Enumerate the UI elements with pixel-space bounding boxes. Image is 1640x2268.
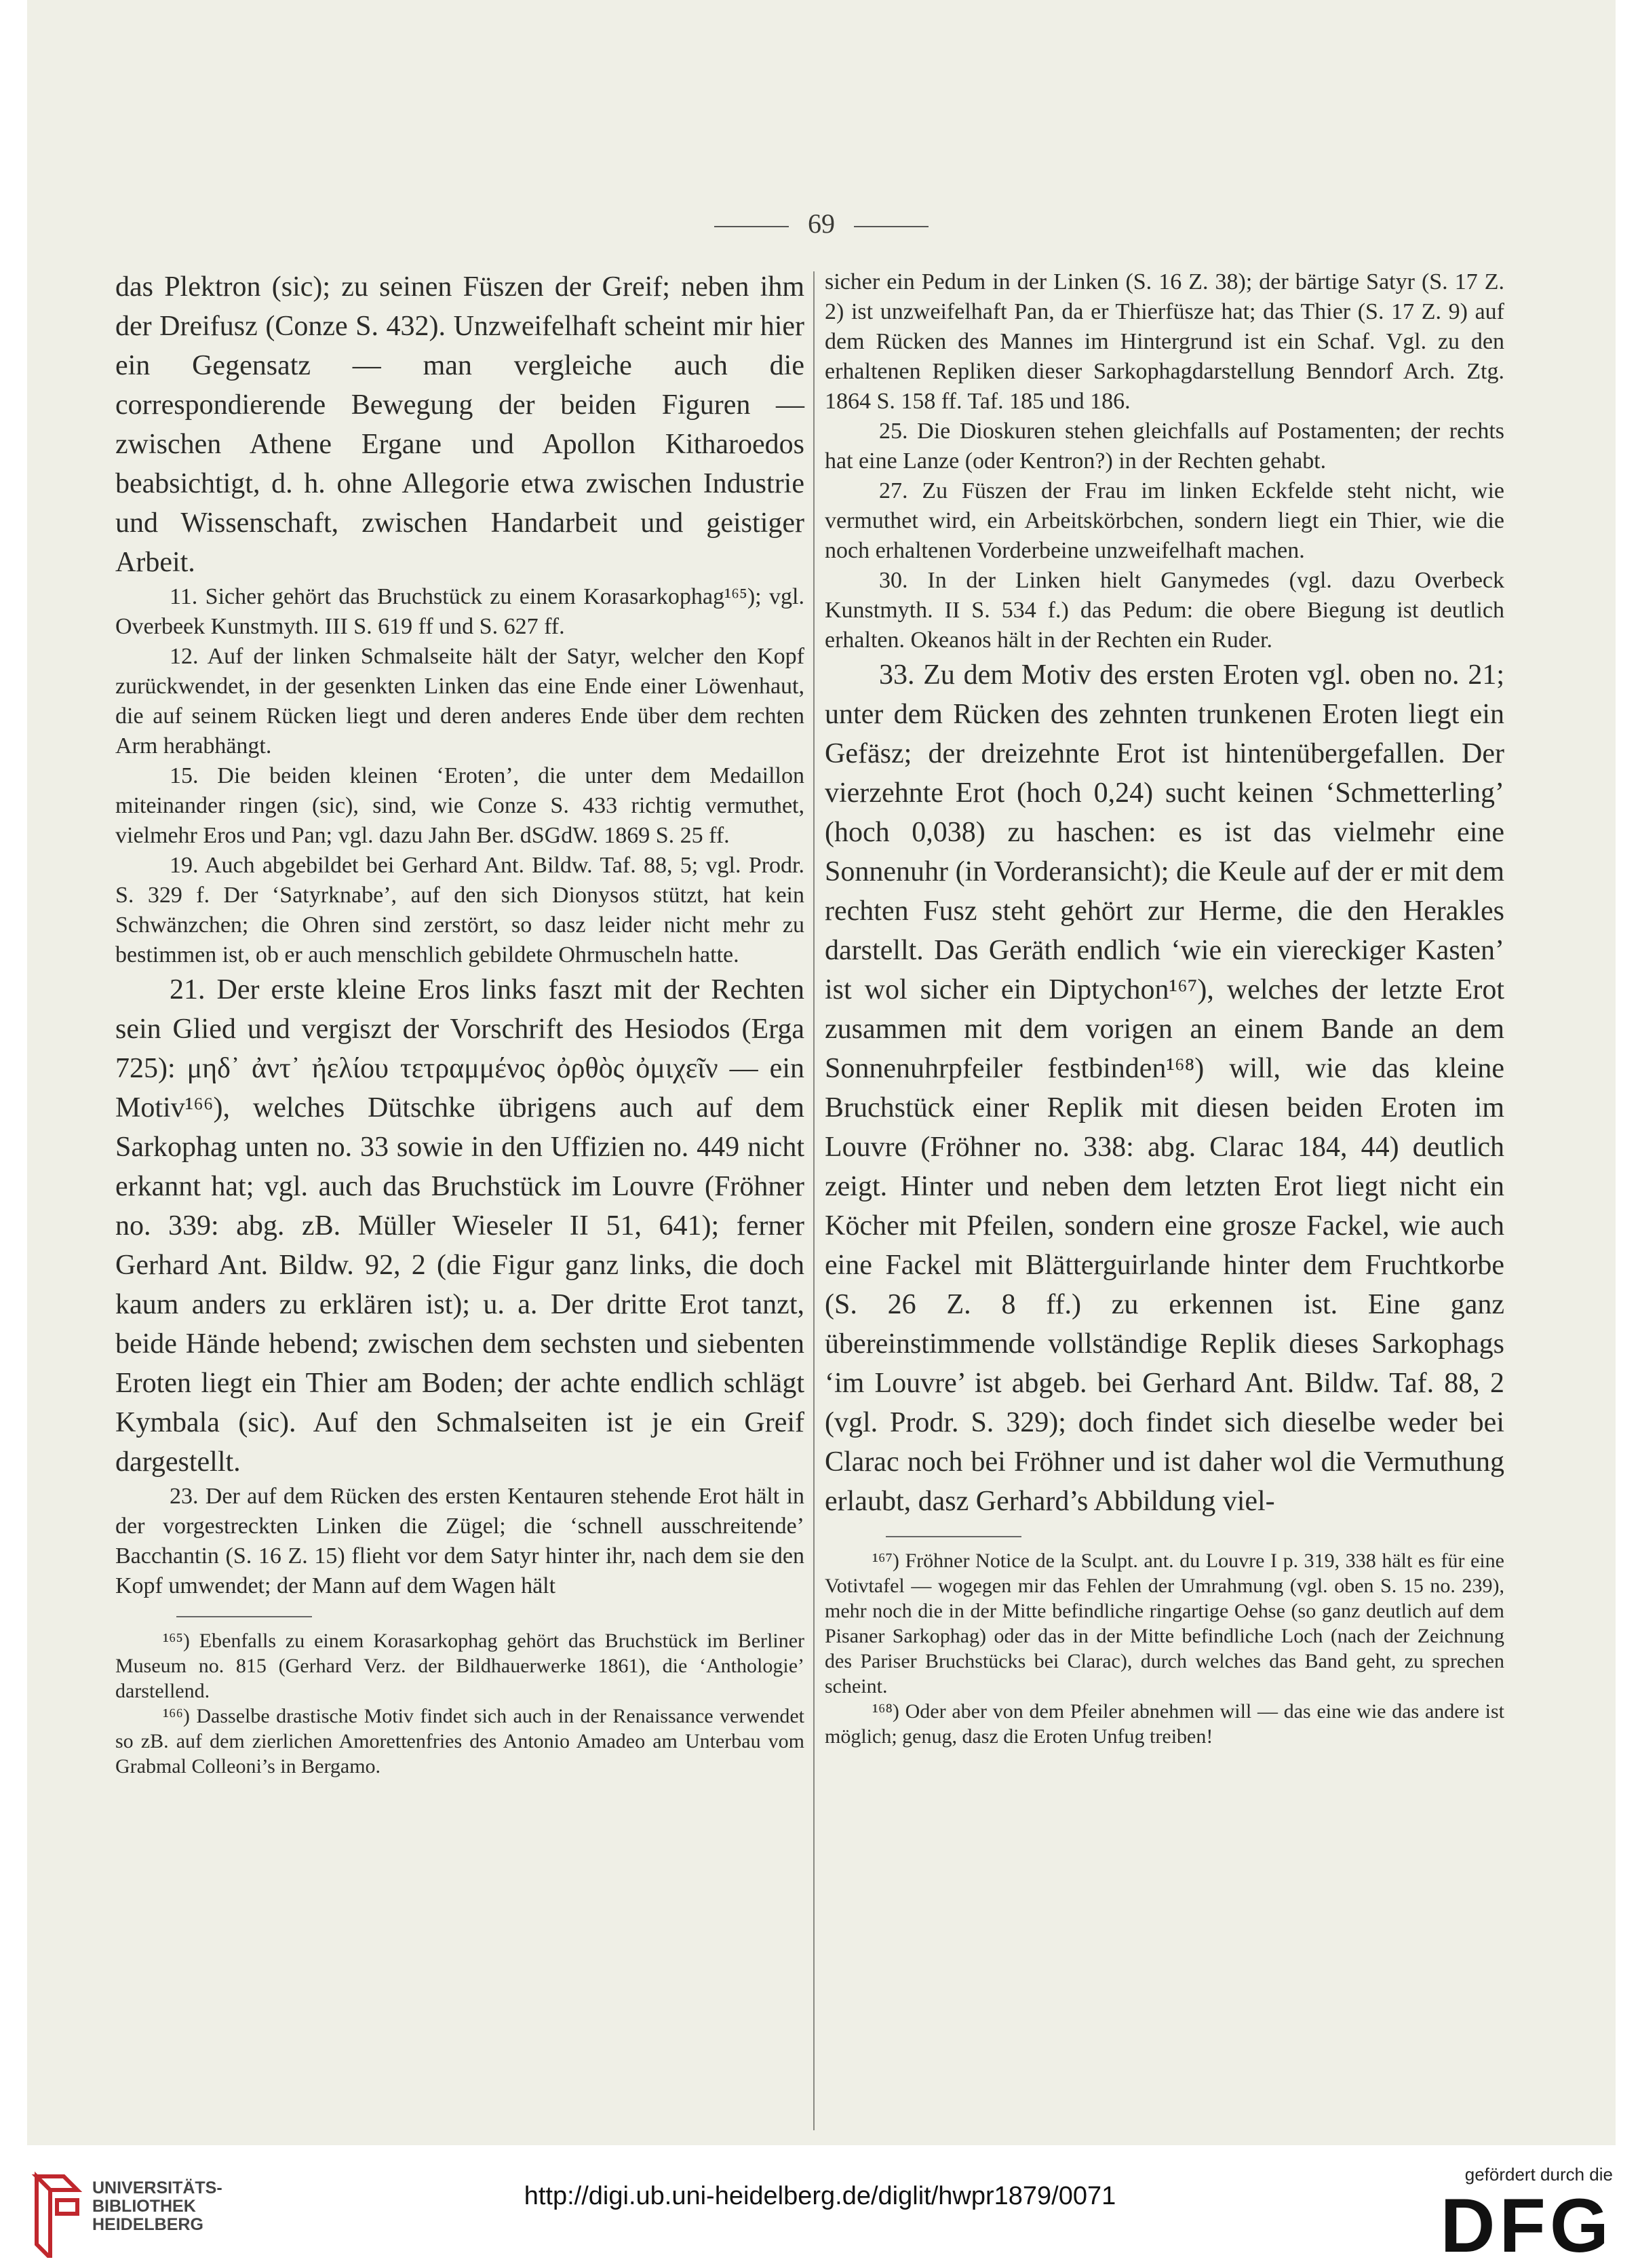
paragraph: 27. Zu Füszen der Frau im linken Eckfelde steht nicht, wie vermuthet wird, ein Arbeitskörbchen, sondern liegt ein Thier, wie die noch erhaltenen Vorderbeine unzweifelhaft machen. [825,478,1504,563]
footnote: ¹⁶⁶) Dasselbe drastische Motiv findet sich auch in der Renaissance verwendet so zB. auf dem zierlichen Amorettenfries des Antonio Amadeo am Unterbau vom Grabmal Colleoni’s in Bergamo. [115,1705,804,1777]
column-separator [813,271,815,2130]
paragraph: 25. Die Dioskuren stehen gleichfalls auf Postamenten; der rechts hat eine Lanze (oder Kentron?) in der Rechten gehabt. [825,419,1504,474]
right-paragraphs [825,267,1504,1521]
right-footnotes [825,1548,1504,1749]
paragraph: 12. Auf der linken Schmalseite hält der Satyr, welcher den Kopf zurückwendet, in der gesenkten Linken das eine Ende einer Löwenhaut, die auf seinem Rücken liegt und deren anderes Ende über dem rechten Arm herabhängt. [115,644,804,758]
left-column [115,267,804,1779]
footer-bar [0,2145,1640,2267]
left-footnotes [115,1628,804,1779]
paragraph: 33. Zu dem Motiv des ersten Eroten vgl. oben no. 21; unter dem Rücken des zehnten trunkenen Eroten liegt ein Gefäsz; der dreizehnte Erot ist hintenübergefallen. Der vierzehnte Erot (hoch 0,24) sucht keinen ‘Schmetterling’ (hoch 0,038) zu haschen: es ist das vielmehr eine Sonnenuhr (in Vorderansicht); die Keule auf der er mit dem rechten Fusz steht gehört zur Herme, die den Herakles darstellt. Das Geräth endlich ‘wie ein viereckiger Kasten’ ist wol sicher ein Diptychon¹⁶⁷), welches der letzte Erot zusammen mit dem vorigen an einem Bande an dem Sonnenuhrpfeiler festbinden¹⁶⁸) will, wie das kleine Bruchstück einer Replik mit diesen beiden Eroten im Louvre (Fröhner no. 338: abg. Clarac 184, 44) deutlich zeigt. Hinter und neben dem letzten Erot liegt nicht ein Köcher mit Pfeilen, sondern eine grosze Fackel, wie auch eine Fackel mit Blätterguirlande hinter dem Fruchtkorbe (S. 26 Z. 8 ff.) zu erkennen ist. Eine ganz übereinstimmende vollständige Replik dieses Sarkophags ‘im Louvre’ ist abgeb. bei Gerhard Ant. Bildw. Taf. 88, 2 (vgl. Prodr. S. 329); doch findet sich dieselbe weder bei Clarac noch bei Fröhner und ist daher wol die Vermuthung erlaubt, dasz Gerhard’s Abbildung viel- [825,659,1504,1517]
page-number-rule-right [854,226,929,227]
scanned-page [27,0,1616,2145]
page-number: 69 [27,208,1616,239]
left-paragraphs [115,267,804,1601]
paragraph: 30. In der Linken hielt Ganymedes (vgl. dazu Overbeck Kunstmyth. II S. 534 f.) das Pedum: die obere Biegung ist deutlich erhalten. Okeanos hält in der Rechten ein Ruder. [825,568,1504,653]
paragraph: 21. Der erste kleine Eros links faszt mit der Rechten sein Glied und vergiszt der Vorschrift des Hesiodos (Erga 725): μηδ᾽ ἀντ᾽ ἠελίου τετραμμένος ὀρθὸς ὀμιχεῖν — ein Motiv¹⁶⁶), welches Dütschke übrigens auch auf dem Sarkophag unten no. 33 sowie in den Uffizien no. 449 nicht erkannt hat; vgl. auch das Bruchstück im Louvre (Fröhner no. 339: abg. zB. Müller Wieseler II 51, 641); ferner Gerhard Ant. Bildw. 92, 2 (die Figur ganz links, die doch kaum anders zu erklären ist); u. a. Der dritte Erot tanzt, beide Hände hebend; zwischen dem sechsten und siebenten Eroten liegt ein Thier am Boden; der achte endlich schlägt Kymbala (sic). Auf den Schmalseiten ist je ein Greif dargestellt. [115,974,804,1478]
funding-note: gefördert durch die [1464,2164,1613,2185]
permalink-url[interactable]: http://digi.ub.uni-heidelberg.de/diglit/hwpr1879/0071 [524,2182,1116,2210]
footnote-rule-right [886,1536,1021,1537]
footnote: ¹⁶⁸) Oder aber von dem Pfeiler abnehmen will — das eine wie das andere ist möglich; genug, dasz die Eroten Unfug treiben! [825,1700,1504,1748]
footnote: ¹⁶⁵) Ebenfalls zu einem Korasarkophag gehört das Bruchstück im Berliner Museum no. 815 (Gerhard Verz. der Bildhauerwerke 1861), die ‘Anthologie’ darstellend. [115,1630,804,1702]
footnote: ¹⁶⁷) Fröhner Notice de la Sculpt. ant. du Louvre I p. 319, 338 hält es für eine Votivtafel — wogegen mir das Fehlen der Umrahmung (vgl. oben S. 15 no. 239), mehr noch die in der Mitte befindliche ringartige Oehse (so ganz deutlich auf dem Pisaner Sarkophag) oder das in der Mitte befindliche Loch (nach der Zeichnung des Pariser Bruchstücks bei Clarac), durch welches das Band geht, zu sprechen scheint. [825,1550,1504,1697]
paragraph: das Plektron (sic); zu seinen Füszen der Greif; neben ihm der Dreifusz (Conze S. 432). Unzweifelhaft scheint mir hier ein Gegensatz — man vergleiche auch die correspondierende Bewegung der beiden Figuren — zwischen Athene Ergane und Apollon Kitharoedos beabsichtigt, d. h. ohne Allegorie etwa zwischen Industrie und Wissenschaft, zwischen Handarbeit und geistiger Arbeit. [115,271,804,578]
paragraph: 15. Die beiden kleinen ‘Eroten’, die unter dem Medaillon miteinander ringen (sic), sind, wie Conze S. 433 richtig vermuthet, vielmehr Eros und Pan; vgl. dazu Jahn Ber. dSGdW. 1869 S. 25 ff. [115,763,804,848]
footnote-rule-left [176,1616,312,1617]
paragraph: 23. Der auf dem Rücken des ersten Kentauren stehende Erot hält in der vorgestreckten Linken die Zügel; die ‘schnell ausschreitende’ Bacchantin (S. 16 Z. 15) flieht vor dem Satyr hinter ihr, nach dem sie den Kopf umwendet; der Mann auf dem Wagen hält [115,1484,804,1598]
paragraph: 19. Auch abgebildet bei Gerhard Ant. Bildw. Taf. 88, 5; vgl. Prodr. S. 329 f. Der ‘Satyrknabe’, auf den sich Dionysos stützt, hat kein Schwänzchen; die Ohren sind zerstört, so dasz leider nicht mehr zu bestimmen ist, ob er auch menschlich gebildete Ohrmuscheln hatte. [115,853,804,967]
library-name: UNIVERSITÄTS- BIBLIOTHEK HEIDELBERG [92,2178,222,2234]
right-column [825,267,1504,1749]
paragraph: sicher ein Pedum in der Linken (S. 16 Z. 38); der bärtige Satyr (S. 17 Z. 2) ist unzweifelhaft Pan, da er Thierfüsze hat; das Thier (S. 17 Z. 9) auf dem Rücken des Mannes im Hintergrund ist ein Schaf. Vgl. zu den erhaltenen Repliken dieser Sarkophagdarstellung Benndorf Arch. Ztg. 1864 S. 158 ff. Taf. 185 und 186. [825,269,1504,414]
dfg-logo: DFG [1440,2183,1613,2268]
paragraph: 11. Sicher gehört das Bruchstück zu einem Korasarkophag¹⁶⁵); vgl. Overbeek Kunstmyth. III S. 619 ff und S. 627 ff. [115,584,804,639]
page-number-rule-left [714,226,789,227]
